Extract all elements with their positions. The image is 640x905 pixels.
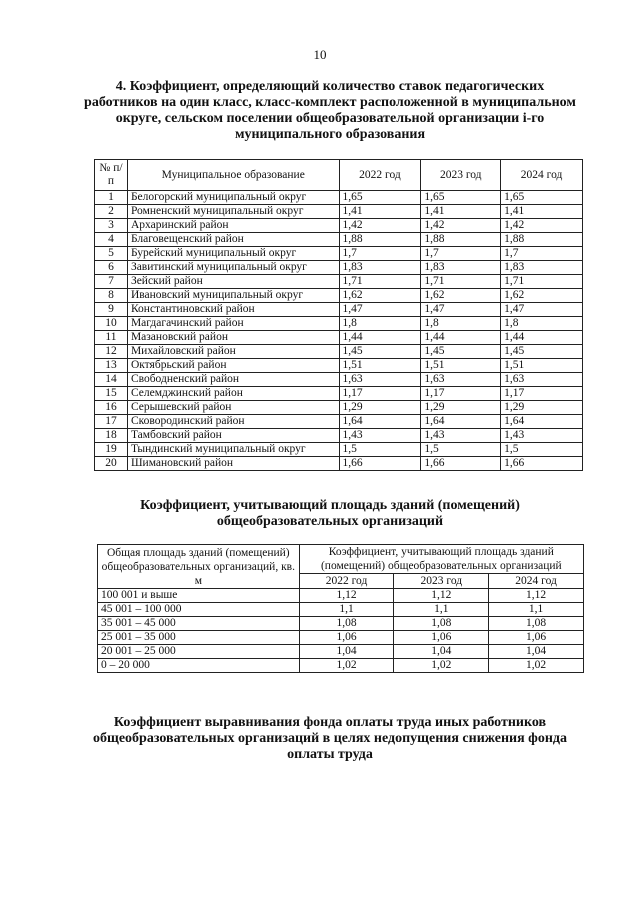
municipality-coefficient-table	[94, 159, 583, 471]
municipality-table-body	[95, 191, 583, 471]
value-2024: 1,8	[501, 317, 583, 331]
table-row	[95, 247, 583, 261]
value-2023: 1,43	[421, 429, 501, 443]
table-row	[98, 589, 584, 603]
page-number: 10	[313, 47, 327, 62]
value-2024: 1,41	[501, 205, 583, 219]
value-2024: 1,04	[489, 645, 584, 659]
row-number: 16	[95, 401, 128, 415]
section-1-title: 4. Коэффициент, определяющий количество ставок педагогических работников на один класс, класс-комплект расположенной в муниципальном округе, сельском поселении общеобразовательной организации i-го муниципального образования	[84, 79, 576, 142]
area-range: 20 001 – 25 000	[98, 645, 300, 659]
value-2024: 1,1	[489, 603, 584, 617]
table-row	[95, 443, 583, 457]
area-range: 25 001 – 35 000	[98, 631, 300, 645]
section-2-title: Коэффициент, учитывающий площадь зданий (помещений) общеобразовательных организаций	[140, 498, 520, 529]
row-number: 5	[95, 247, 128, 261]
row-number: 11	[95, 331, 128, 345]
value-2022: 1,66	[339, 457, 421, 471]
value-2022: 1,5	[339, 443, 421, 457]
table-header-row	[95, 160, 583, 191]
table-row	[95, 387, 583, 401]
value-2023: 1,06	[394, 631, 489, 645]
area-table-body	[98, 589, 584, 673]
table-row	[98, 631, 584, 645]
value-2023: 1,65	[421, 191, 501, 205]
table-row	[95, 373, 583, 387]
municipality-name: Архаринский район	[127, 219, 339, 233]
table-row	[98, 603, 584, 617]
value-2024: 1,42	[501, 219, 583, 233]
value-2024: 1,17	[501, 387, 583, 401]
municipality-name: Белогорский муниципальный округ	[127, 191, 339, 205]
value-2022: 1,41	[339, 205, 421, 219]
value-2024: 1,65	[501, 191, 583, 205]
value-2023: 1,83	[421, 261, 501, 275]
value-2022: 1,63	[339, 373, 421, 387]
value-2024: 1,51	[501, 359, 583, 373]
table-row	[95, 317, 583, 331]
municipality-name: Сковородинский район	[127, 415, 339, 429]
table-row	[95, 233, 583, 247]
value-2023: 1,29	[421, 401, 501, 415]
table-row	[95, 429, 583, 443]
header-area: Общая площадь зданий (помещений) общеобразовательных организаций, кв. м	[98, 545, 300, 589]
area-range: 45 001 – 100 000	[98, 603, 300, 617]
header-2022: 2022 год	[339, 160, 421, 191]
table-header-row	[98, 545, 584, 574]
value-2023: 1,45	[421, 345, 501, 359]
row-number: 7	[95, 275, 128, 289]
row-number: 6	[95, 261, 128, 275]
value-2022: 1,06	[299, 631, 394, 645]
value-2023: 1,17	[421, 387, 501, 401]
table-row	[95, 401, 583, 415]
table-row	[95, 205, 583, 219]
table-row	[95, 289, 583, 303]
row-number: 18	[95, 429, 128, 443]
value-2022: 1,62	[339, 289, 421, 303]
municipality-name: Михайловский район	[127, 345, 339, 359]
header-2022: 2022 год	[299, 574, 394, 589]
municipality-name: Свободненский район	[127, 373, 339, 387]
value-2023: 1,63	[421, 373, 501, 387]
table-row	[98, 645, 584, 659]
value-2022: 1,1	[299, 603, 394, 617]
area-range: 100 001 и выше	[98, 589, 300, 603]
municipality-name: Бурейский муниципальный округ	[127, 247, 339, 261]
header-2023: 2023 год	[394, 574, 489, 589]
municipality-name: Шимановский район	[127, 457, 339, 471]
row-number: 20	[95, 457, 128, 471]
value-2022: 1,43	[339, 429, 421, 443]
value-2022: 1,08	[299, 617, 394, 631]
value-2023: 1,12	[394, 589, 489, 603]
value-2022: 1,02	[299, 659, 394, 673]
table-row	[95, 345, 583, 359]
value-2024: 1,44	[501, 331, 583, 345]
row-number: 17	[95, 415, 128, 429]
value-2024: 1,29	[501, 401, 583, 415]
value-2024: 1,02	[489, 659, 584, 673]
value-2022: 1,51	[339, 359, 421, 373]
municipality-name: Октябрьский район	[127, 359, 339, 373]
header-number: № п/п	[95, 160, 128, 191]
header-2024: 2024 год	[501, 160, 583, 191]
table-row	[98, 617, 584, 631]
value-2022: 1,88	[339, 233, 421, 247]
value-2022: 1,45	[339, 345, 421, 359]
value-2024: 1,5	[501, 443, 583, 457]
municipality-name: Серышевский район	[127, 401, 339, 415]
header-municipality: Муниципальное образование	[127, 160, 339, 191]
table-row	[95, 261, 583, 275]
value-2022: 1,64	[339, 415, 421, 429]
table-row	[95, 359, 583, 373]
value-2024: 1,88	[501, 233, 583, 247]
value-2022: 1,44	[339, 331, 421, 345]
table-row	[95, 415, 583, 429]
value-2023: 1,8	[421, 317, 501, 331]
value-2022: 1,29	[339, 401, 421, 415]
value-2022: 1,12	[299, 589, 394, 603]
row-number: 19	[95, 443, 128, 457]
area-range: 0 – 20 000	[98, 659, 300, 673]
header-2024: 2024 год	[489, 574, 584, 589]
value-2024: 1,06	[489, 631, 584, 645]
municipality-name: Мазановский район	[127, 331, 339, 345]
value-2024: 1,12	[489, 589, 584, 603]
row-number: 12	[95, 345, 128, 359]
value-2022: 1,83	[339, 261, 421, 275]
row-number: 10	[95, 317, 128, 331]
value-2023: 1,44	[421, 331, 501, 345]
value-2023: 1,04	[394, 645, 489, 659]
table-row	[95, 457, 583, 471]
value-2023: 1,02	[394, 659, 489, 673]
value-2023: 1,71	[421, 275, 501, 289]
header-coefficient: Коэффициент, учитывающий площадь зданий (помещений) общеобразовательных организаций	[299, 545, 583, 574]
value-2023: 1,7	[421, 247, 501, 261]
municipality-name: Зейский район	[127, 275, 339, 289]
value-2024: 1,43	[501, 429, 583, 443]
row-number: 3	[95, 219, 128, 233]
value-2023: 1,47	[421, 303, 501, 317]
value-2023: 1,88	[421, 233, 501, 247]
row-number: 9	[95, 303, 128, 317]
municipality-name: Завитинский муниципальный округ	[127, 261, 339, 275]
municipality-name: Ромненский муниципальный округ	[127, 205, 339, 219]
municipality-name: Тындинский муниципальный округ	[127, 443, 339, 457]
value-2024: 1,45	[501, 345, 583, 359]
table-row	[95, 303, 583, 317]
value-2023: 1,5	[421, 443, 501, 457]
row-number: 2	[95, 205, 128, 219]
value-2024: 1,7	[501, 247, 583, 261]
value-2023: 1,08	[394, 617, 489, 631]
value-2022: 1,17	[339, 387, 421, 401]
value-2022: 1,7	[339, 247, 421, 261]
value-2024: 1,62	[501, 289, 583, 303]
value-2024: 1,08	[489, 617, 584, 631]
value-2024: 1,63	[501, 373, 583, 387]
value-2024: 1,83	[501, 261, 583, 275]
section-3-title: Коэффициент выравнивания фонда оплаты труда иных работников общеобразовательных организаций в целях недопущения снижения фонда оплаты труда	[93, 715, 567, 762]
area-coefficient-table	[97, 544, 584, 673]
row-number: 1	[95, 191, 128, 205]
value-2022: 1,65	[339, 191, 421, 205]
table-row	[95, 191, 583, 205]
row-number: 8	[95, 289, 128, 303]
value-2024: 1,47	[501, 303, 583, 317]
row-number: 4	[95, 233, 128, 247]
municipality-name: Селемджинский район	[127, 387, 339, 401]
value-2022: 1,8	[339, 317, 421, 331]
value-2024: 1,71	[501, 275, 583, 289]
value-2022: 1,71	[339, 275, 421, 289]
value-2022: 1,47	[339, 303, 421, 317]
municipality-name: Константиновский район	[127, 303, 339, 317]
value-2022: 1,42	[339, 219, 421, 233]
value-2023: 1,42	[421, 219, 501, 233]
value-2022: 1,04	[299, 645, 394, 659]
value-2024: 1,64	[501, 415, 583, 429]
municipality-name: Благовещенский район	[127, 233, 339, 247]
value-2024: 1,66	[501, 457, 583, 471]
value-2023: 1,1	[394, 603, 489, 617]
value-2023: 1,66	[421, 457, 501, 471]
municipality-name: Тамбовский район	[127, 429, 339, 443]
table-row	[95, 275, 583, 289]
row-number: 15	[95, 387, 128, 401]
header-2023: 2023 год	[421, 160, 501, 191]
municipality-name: Ивановский муниципальный округ	[127, 289, 339, 303]
row-number: 13	[95, 359, 128, 373]
municipality-name: Магдагачинский район	[127, 317, 339, 331]
value-2023: 1,62	[421, 289, 501, 303]
value-2023: 1,41	[421, 205, 501, 219]
table-row	[95, 331, 583, 345]
value-2023: 1,64	[421, 415, 501, 429]
value-2023: 1,51	[421, 359, 501, 373]
area-range: 35 001 – 45 000	[98, 617, 300, 631]
table-row	[95, 219, 583, 233]
row-number: 14	[95, 373, 128, 387]
table-row	[98, 659, 584, 673]
